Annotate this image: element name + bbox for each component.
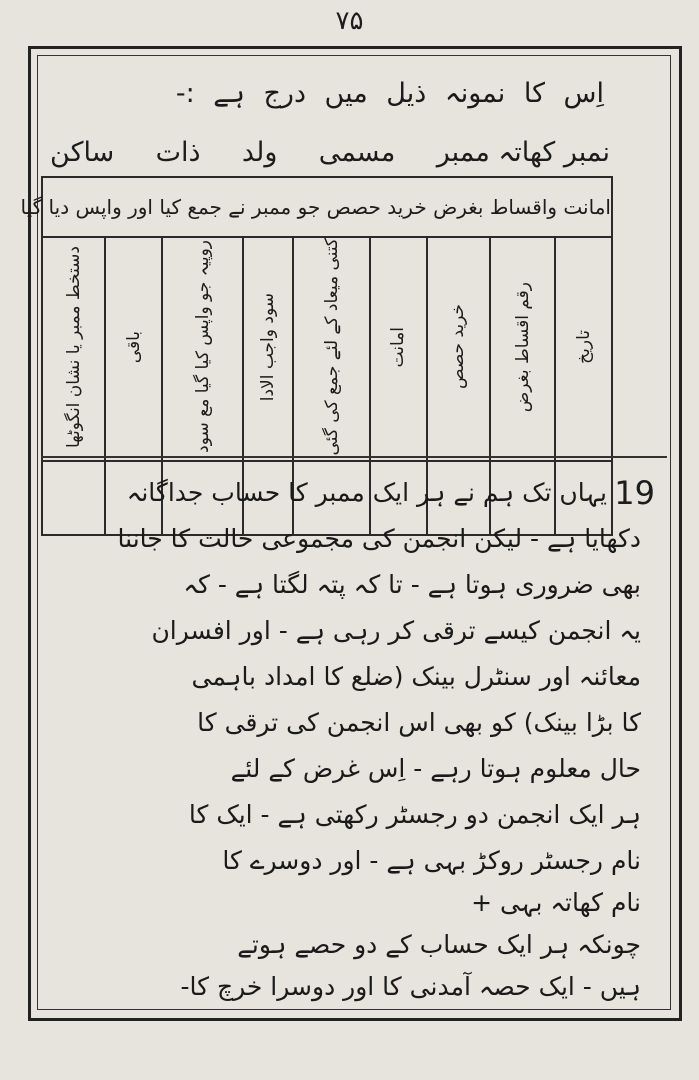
field-name: مسمی (318, 136, 396, 168)
column-header (555, 237, 612, 461)
column-header (105, 237, 162, 461)
column-header (370, 237, 427, 461)
table-cell (42, 461, 105, 535)
paragraph-number: 19 (614, 474, 655, 512)
column-header-amount-returned: روپیہ جو واپس کیا گیا مع سود (192, 240, 213, 454)
page-number: ۷۵ (335, 6, 364, 36)
paragraph-line-4: یہ انجمن کیسے ترقی کر رہی ہے - اور افسران (151, 616, 641, 645)
column-header-share-purchase: خرید حصص (448, 304, 469, 390)
column-header-signature: دستخط ممبر یا نشان انگوٹھا (63, 245, 84, 448)
paragraph-line-1: یہاں تک ہم نے ہر ایک ممبر کا حساب جداگانہ (126, 478, 607, 507)
paragraph-line-5: معائنہ اور سنٹرل بینک (ضلع کا امداد باہمی (191, 662, 641, 691)
field-father: ولد (241, 136, 278, 168)
column-header (42, 237, 105, 461)
paragraph-line-6: کا بڑا بینک) کو بھی اس انجمن کی ترقی کا (197, 708, 641, 737)
paragraph-line-2: دکھایا ہے - لیکن انجمن کی مجموعی حالت کا جاننا (117, 524, 641, 553)
column-header-date: تاریخ (573, 329, 594, 364)
field-account-number: نمبر کھاتہ ممبر (436, 136, 610, 168)
column-header-balance: باقی (123, 330, 144, 363)
intro-line: اِس کا نمونہ ذیل میں درج ہے :- (175, 78, 604, 109)
column-header (162, 237, 243, 461)
table-caption: امانت واقساط بغرض خرید حصص جو ممبر نے جمع کیا اور واپس دیا گیا (42, 177, 612, 237)
column-header-interest-due: سود واجب الادا (258, 292, 279, 401)
column-header (427, 237, 490, 461)
paragraph-line-7: حال معلوم ہوتا رہے - اِس غرض کے لئے (230, 754, 641, 783)
column-header-deposit: امانت (388, 326, 409, 367)
section-divider (41, 456, 667, 458)
paragraph-line-10: نام کھاتہ بہی + (471, 888, 641, 917)
column-header (490, 237, 556, 461)
field-residence: ساکن (50, 136, 115, 168)
member-fields-row (50, 130, 610, 174)
column-header (243, 237, 293, 461)
field-caste: ذات (155, 136, 201, 168)
paragraph-line-3: بھی ضروری ہوتا ہے - تا کہ پتہ لگتا ہے - کہ (183, 570, 641, 599)
paragraph-line-11: چونکہ ہر ایک حساب کے دو حصے ہوتے (237, 930, 641, 959)
paragraph-line-12: ہیں - ایک حصہ آمدنی کا اور دوسرا خرچ کا- (180, 972, 641, 1001)
column-header-installment: رقم اقساط بغرض (512, 281, 533, 412)
paragraph-line-8: ہر ایک انجمن دو رجسٹر رکھتی ہے - ایک کا (188, 800, 641, 829)
column-header (293, 237, 370, 461)
column-header-term: کتنی میعاد کے لئے جمع کی گئی (321, 238, 342, 456)
paragraph-line-9: نام رجسٹر روکڑ بہی ہے - اور دوسرے کا (222, 846, 641, 875)
